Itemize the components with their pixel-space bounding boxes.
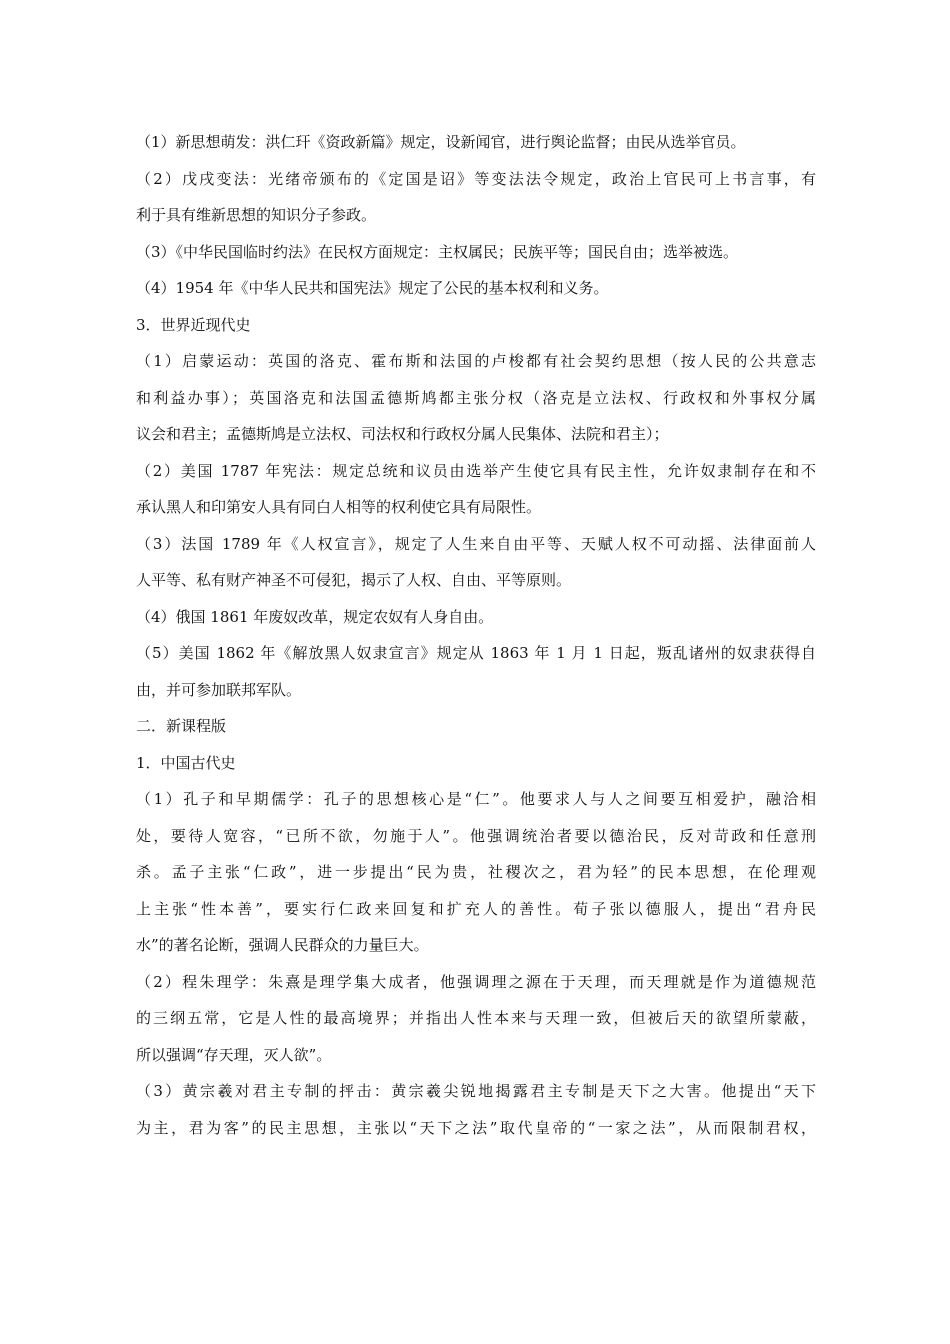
- text-line: （3）黄宗羲对君主专制的抨击：黄宗羲尖锐地揭露君主专制是天下之大害。他提出“天下: [136, 1082, 816, 1100]
- text-line: 由，并可参加联邦军队。: [136, 680, 302, 699]
- text-line: （5）美国 1862 年《解放黑人奴隶宣言》规定从 1863 年 1 月 1 日起，叛乱诸州的奴隶获得自: [136, 644, 816, 662]
- text-line: 的三纲五常，它是人性的最高境界；并指出人性本来与天理一致，但被后天的欲望所蒙蔽，: [136, 1009, 816, 1027]
- text-line: （3）《中华民国临时约法》在民权方面规定：主权属民；民族平等；国民自由；选举被选。: [136, 242, 739, 261]
- text-line: 和利益办事）；英国洛克和法国孟德斯鸠都主张分权（洛克是立法权、行政权和外事权分属: [136, 388, 816, 407]
- text-line: （3）法国 1789 年《人权宣言》，规定了人生来自由平等、天赋人权不可动摇、法律面前人: [136, 534, 816, 553]
- text-line: 处，要待人宽容，“已所不欲，勿施于人”。他强调统治者要以德治民，反对苛政和任意刑: [136, 826, 816, 845]
- text-line: 水”的著名论断，强调人民群众的力量巨大。: [136, 936, 429, 954]
- text-line: （2）程朱理学：朱熹是理学集大成者，他强调理之源在于天理，而天理就是作为道德规范: [136, 972, 816, 991]
- section-heading: 1．中国古代史: [136, 753, 236, 772]
- text-line: 议会和君主；孟德斯鸠是立法权、司法权和行政权分属人民集体、法院和君主）；: [136, 425, 669, 443]
- document-body: [136, 124, 816, 1146]
- section-heading: 3．世界近现代史: [136, 315, 251, 334]
- text-line: （4）1954 年《中华人民共和国宪法》规定了公民的基本权利和义务。: [136, 279, 609, 297]
- text-line: 承认黑人和印第安人具有同白人相等的权利使它具有局限性。: [136, 498, 542, 516]
- text-line: （4）俄国 1861 年废奴改革，规定农奴有人身自由。: [136, 607, 494, 626]
- text-line: 杀。孟子主张“仁政”，进一步提出“民为贵，社稷次之，君为轻”的民本思想，在伦理观: [136, 863, 816, 881]
- text-line: （1）新思想萌发：洪仁玕《资政新篇》规定，设新闻官，进行舆论监督；由民从选举官员。: [136, 133, 746, 151]
- text-line: 上主张“性本善”，要实行仁政来回复和扩充人的善性。荀子张以德服人，提出“君舟民: [136, 899, 816, 918]
- text-line: 为主，君为客”的民主思想，主张以“天下之法”取代皇帝的“一家之法”，从而限制君权，: [136, 1118, 816, 1137]
- text-line: （2）戊戌变法：光绪帝颁布的《定国是诏》等变法法令规定，政治上官民可上书言事，有: [136, 169, 816, 188]
- text-line: 利于具有维新思想的知识分子参政。: [136, 206, 377, 224]
- section-heading: 二．新课程版: [136, 717, 227, 735]
- text-line: （1）孔子和早期儒学：孔子的思想核心是“仁”。他要求人与人之间要互相爱护，融洽相: [136, 790, 816, 808]
- text-line: 所以强调“存天理，灭人欲”。: [136, 1045, 332, 1064]
- text-line: （1）启蒙运动：英国的洛克、霍布斯和法国的卢梭都有社会契约思想（按人民的公共意志: [136, 352, 816, 370]
- text-line: 人平等、私有财产神圣不可侵犯，揭示了人权、自由、平等原则。: [136, 571, 572, 589]
- text-line: （2）美国 1787 年宪法：规定总统和议员由选举产生使它具有民主性，允许奴隶制存在和不: [136, 461, 816, 480]
